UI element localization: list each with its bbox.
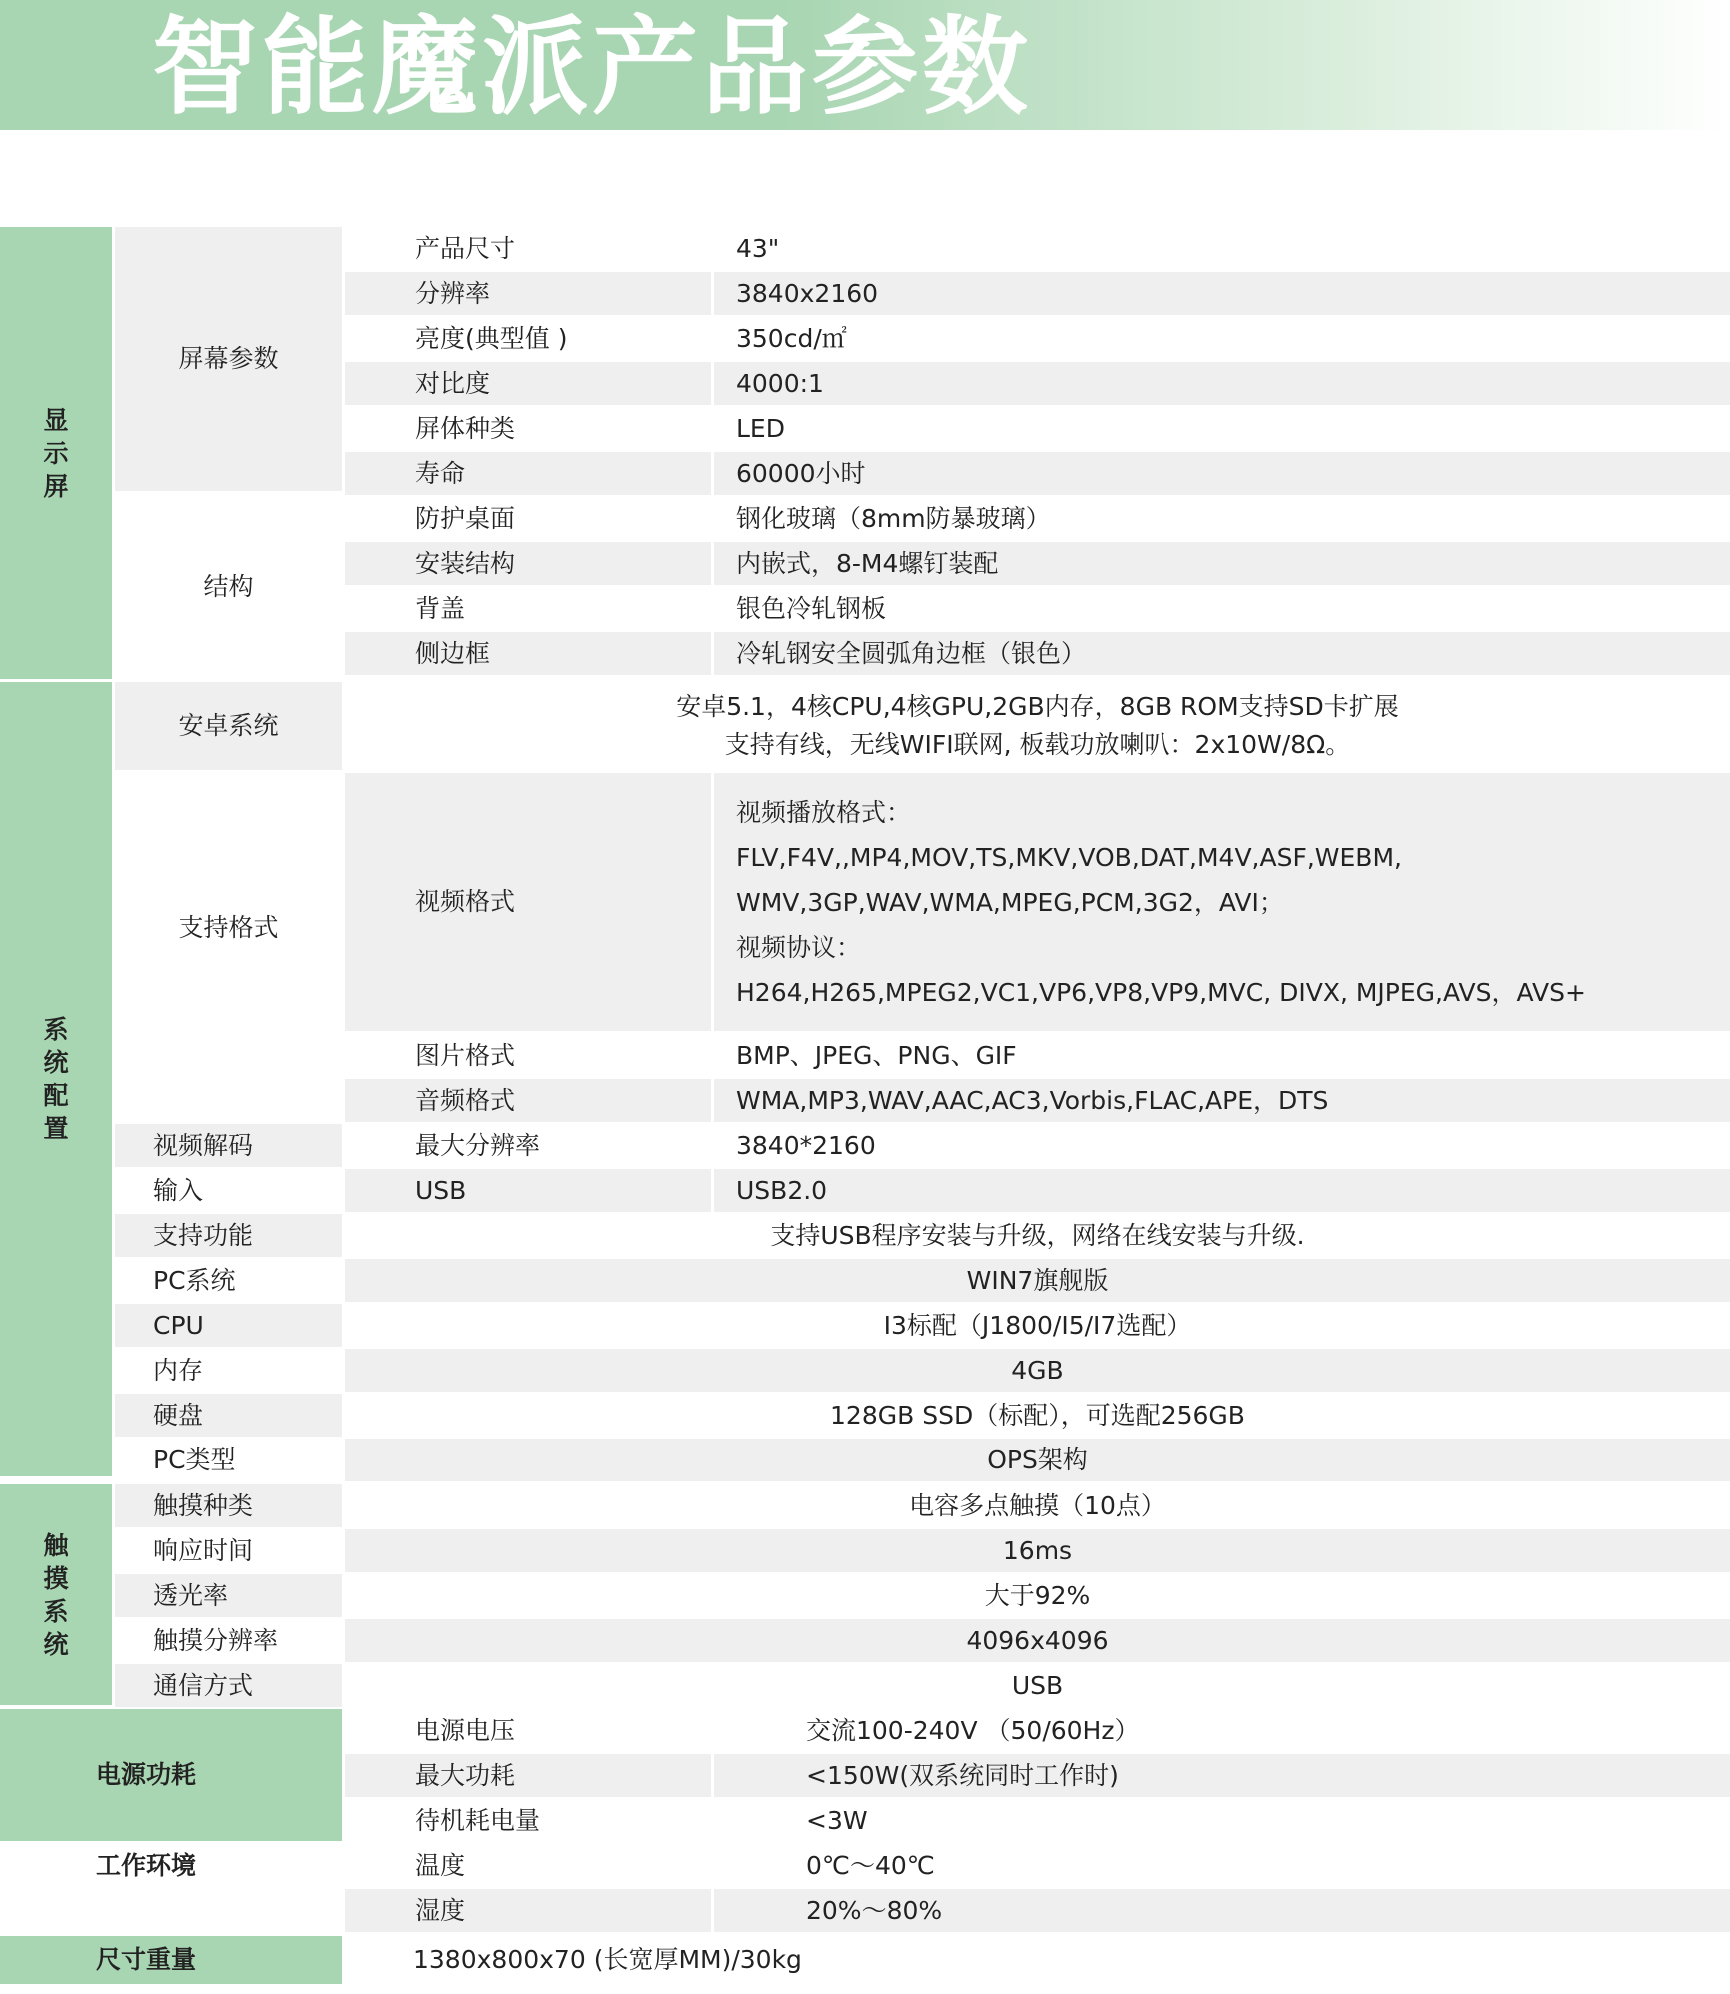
spec-label: 安装结构 [345,542,711,585]
spec-value: 钢化玻璃（8mm防暴玻璃） [714,497,1730,540]
spec-value: 4096x4096 [345,1619,1730,1662]
spec-label: USB [345,1169,711,1212]
group-android: 安卓系统 [115,682,342,770]
spec-category: CPU [115,1304,342,1347]
spec-value: 16ms [345,1529,1730,1572]
spec-label: 湿度 [345,1889,711,1932]
spec-value: 交流100-240V （50/60Hz） [714,1709,1730,1752]
spec-value: 20%～80% [714,1889,1730,1932]
spec-value: 冷轧钢安全圆弧角边框（银色） [714,632,1730,675]
category-system-char: 统 [43,1048,69,1077]
spec-value: 0℃～40℃ [714,1844,1730,1887]
text-line: 安卓5.1，4核CPU,4核GPU,2GB内存，8GB ROM支持SD卡扩展 [676,692,1399,721]
category-system-char: 置 [43,1114,69,1143]
spec-label: 电源电压 [345,1709,711,1752]
category-touch-char: 触 [43,1530,69,1560]
spec-value: 支持USB程序安装与升级，网络在线安装与升级. [345,1214,1730,1257]
spec-value: 银色冷轧钢板 [714,587,1730,630]
spec-value: 3840*2160 [714,1124,1730,1167]
spec-value: I3标配（J1800/I5/I7选配） [345,1304,1730,1347]
header-banner [0,0,1730,130]
category-display-char: 显 [43,405,69,435]
video-value [714,773,1730,1031]
category-power: 电源功耗 [0,1709,342,1841]
text-line: H264,H265,MPEG2,VC1,VP6,VP8,VP9,MVC, DIVX, MJPEG,AVS，AVS+ [736,977,1586,1007]
spec-value: 电容多点触摸（10点） [345,1484,1730,1527]
spec-category: 硬盘 [115,1394,342,1437]
spec-category: 输入 [115,1169,342,1212]
page-title: 智能魔派产品参数 [152,6,1032,129]
spec-value: 内嵌式，8-M4螺钉装配 [714,542,1730,585]
spec-value: 128GB SSD（标配），可选配256GB [345,1394,1730,1437]
spec-label: 寿命 [345,452,711,495]
spec-value: 43" [714,227,1730,270]
text-line: 支持有线，无线WIFI联网, 板载功放喇叭：2x10W/8Ω。 [724,730,1351,759]
spec-value: 60000小时 [714,452,1730,495]
spec-value: 4000:1 [714,362,1730,405]
category-system [0,682,112,1476]
spec-value: USB2.0 [714,1169,1730,1212]
spec-label: 侧边框 [345,632,711,675]
spec-category: 通信方式 [115,1664,342,1707]
spec-label: 温度 [345,1844,711,1887]
spec-category: 支持功能 [115,1214,342,1257]
spec-label: 屏体种类 [345,407,711,450]
spec-category: 内存 [115,1349,342,1392]
spec-value: 3840x2160 [714,272,1730,315]
spec-label: 待机耗电量 [345,1799,711,1842]
group-formats: 支持格式 [115,773,342,1083]
spec-value: WIN7旗舰版 [345,1259,1730,1302]
spec-value: 大于92% [345,1574,1730,1617]
category-touch [0,1484,112,1705]
spec-label: 分辨率 [345,272,711,315]
group-screen-params: 屏幕参数 [115,227,342,491]
category-touch-char: 系 [43,1596,69,1626]
spec-label: 最大功耗 [345,1754,711,1797]
spec-label: 背盖 [345,587,711,630]
category-size: 尺寸重量 [0,1936,342,1984]
spec-category: 视频解码 [115,1124,342,1167]
text-line: WMV,3GP,WAV,WMA,MPEG,PCM,3G2，AVI； [736,887,1284,917]
category-touch-char: 统 [43,1629,69,1659]
category-display-char: 屏 [43,471,69,501]
spec-value: BMP、JPEG、PNG、GIF [714,1034,1730,1077]
spec-value: LED [714,407,1730,450]
spec-value: 350cd/㎡ [714,317,1730,360]
spec-value: USB [345,1664,1730,1707]
group-structure: 结构 [115,494,342,679]
category-touch-char: 摸 [43,1563,69,1593]
spec-label: 亮度(典型值 ) [345,317,711,360]
spec-value: <3W [714,1799,1730,1842]
category-system-char: 配 [43,1081,69,1110]
android-value [345,682,1730,770]
spec-value: 4GB [345,1349,1730,1392]
text-line: 视频协议： [736,932,862,962]
spec-label: 最大分辨率 [345,1124,711,1167]
spec-category: 触摸种类 [115,1484,342,1527]
spec-label: 音频格式 [345,1079,711,1122]
text-line: FLV,F4V,,MP4,MOV,TS,MKV,VOB,DAT,M4V,ASF,WEBM, [736,842,1402,872]
spec-category: 透光率 [115,1574,342,1617]
spec-category: 响应时间 [115,1529,342,1572]
spec-label: 产品尺寸 [345,227,711,270]
spec-category: PC类型 [115,1439,342,1481]
text-line: 视频播放格式： [736,797,912,827]
category-display-char: 示 [43,438,69,468]
category-display [0,227,112,679]
spec-label: 对比度 [345,362,711,405]
spec-table [0,227,1730,1987]
category-env: 工作环境 [0,1844,342,1887]
spec-category: PC系统 [115,1259,342,1302]
spec-label: 防护桌面 [345,497,711,540]
category-system-char: 系 [43,1015,69,1044]
spec-value: WMA,MP3,WAV,AAC,AC3,Vorbis,FLAC,APE，DTS [714,1079,1730,1122]
spec-value: OPS架构 [345,1439,1730,1481]
spec-label: 视频格式 [345,773,711,1031]
size-value: 1380x800x70 (长宽厚MM)/30kg [345,1936,1730,1984]
spec-value: <150W(双系统同时工作时) [714,1754,1730,1797]
spec-category: 触摸分辨率 [115,1619,342,1662]
spec-label: 图片格式 [345,1034,711,1077]
